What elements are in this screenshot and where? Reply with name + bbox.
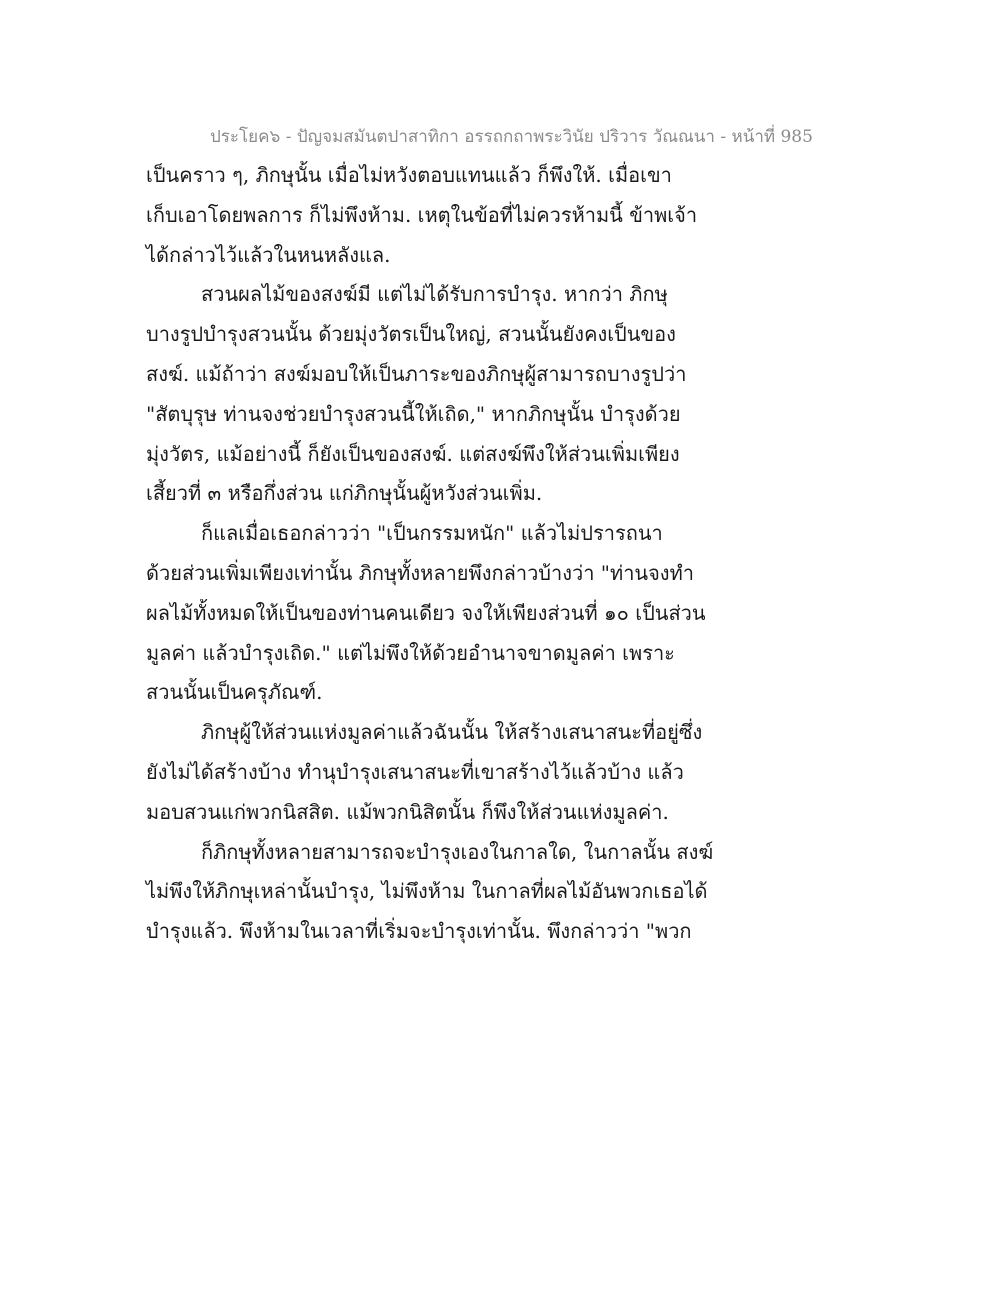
text-line: ด้วยส่วนเพิ่มเพียงเท่านั้น ภิกษุทั้งหลายพึงกล่าวบ้างว่า "ท่านจงทำ: [146, 560, 694, 585]
paragraph-first-line: ก็แลเมื่อเธอกล่าวว่า "เป็นกรรมหนัก" แล้วไม่ปรารถนา: [201, 521, 663, 546]
text-line: มุ่งวัตร, แม้อย่างนี้ ก็ยังเป็นของสงฆ์. แต่สงฆ์พึงให้ส่วนเพิ่มเพียง: [146, 441, 680, 466]
text-line: สวนนั้นเป็นครุภัณฑ์.: [146, 680, 323, 705]
text-line: ผลไม้ทั้งหมดให้เป็นของท่านคนเดียว จงให้เพียงส่วนที่ ๑๐ เป็นส่วน: [146, 600, 706, 625]
text-line: เป็นคราว ๆ, ภิกษุนั้น เมื่อไม่หวังตอบแทนแล้ว ก็พึงให้. เมื่อเขา: [146, 163, 672, 187]
text-line: มูลค่า แล้วบำรุงเถิด." แต่ไม่พึงให้ด้วยอำนาจขาดมูลค่า เพราะ: [146, 640, 675, 665]
text-line: มอบสวนแก่พวกนิสสิต. แม้พวกนิสิตนั้น ก็พึงให้ส่วนแห่งมูลค่า.: [146, 799, 669, 824]
paragraph-first-line: ก็ภิกษุทั้งหลายสามารถจะบำรุงเองในกาลใด, ในกาลนั้น สงฆ์: [201, 839, 714, 864]
text-line: บางรูปบำรุงสวนนั้น ด้วยมุ่งวัตรเป็นใหญ่, สวนนั้นยังคงเป็นของ: [146, 322, 676, 347]
text-line: เสี้ยวที่ ๓ หรือกึ่งส่วน แก่ภิกษุนั้นผู้หวังส่วนเพิ่ม.: [146, 481, 543, 506]
paragraph-first-line: ภิกษุผู้ให้ส่วนแห่งมูลค่าแล้วฉันนั้น ให้สร้างเสนาสนะที่อยู่ซึ่ง: [201, 720, 703, 745]
text-line: ได้กล่าวไว้แล้วในหนหลังแล.: [146, 242, 391, 267]
running-header: ประโยค๖ - ปัญจมสมันตปาสาทิกา อรรถกถาพระวินัย ปริวาร วัณณนา - หน้าที่ 985: [210, 127, 813, 147]
text-line: เก็บเอาโดยพลการ ก็ไม่พึงห้าม. เหตุในข้อที่ไม่ควรห้ามนี้ ข้าพเจ้า: [146, 202, 698, 227]
body-text: [146, 156, 714, 952]
text-line: สงฆ์. แม้ถ้าว่า สงฆ์มอบให้เป็นภาระของภิกษุผู้สามารถบางรูปว่า: [146, 361, 687, 386]
text-line: บำรุงแล้ว. พึงห้ามในเวลาที่เริ่มจะบำรุงเท่านั้น. พึงกล่าวว่า "พวก: [146, 919, 692, 944]
text-line: ยังไม่ได้สร้างบ้าง ทำนุบำรุงเสนาสนะที่เขาสร้างไว้แล้วบ้าง แล้ว: [146, 759, 684, 784]
text-line: "สัตบุรุษ ท่านจงช่วยบำรุงสวนนี้ให้เถิด," หากภิกษุนั้น บำรุงด้วย: [146, 401, 681, 426]
paragraph-first-line: สวนผลไม้ของสงฆ์มี แต่ไม่ได้รับการบำรุง. หากว่า ภิกษุ: [201, 282, 668, 307]
text-line: ไม่พึงให้ภิกษุเหล่านั้นบำรุง, ไม่พึงห้าม ในกาลที่ผลไม้อันพวกเธอได้: [146, 879, 708, 904]
